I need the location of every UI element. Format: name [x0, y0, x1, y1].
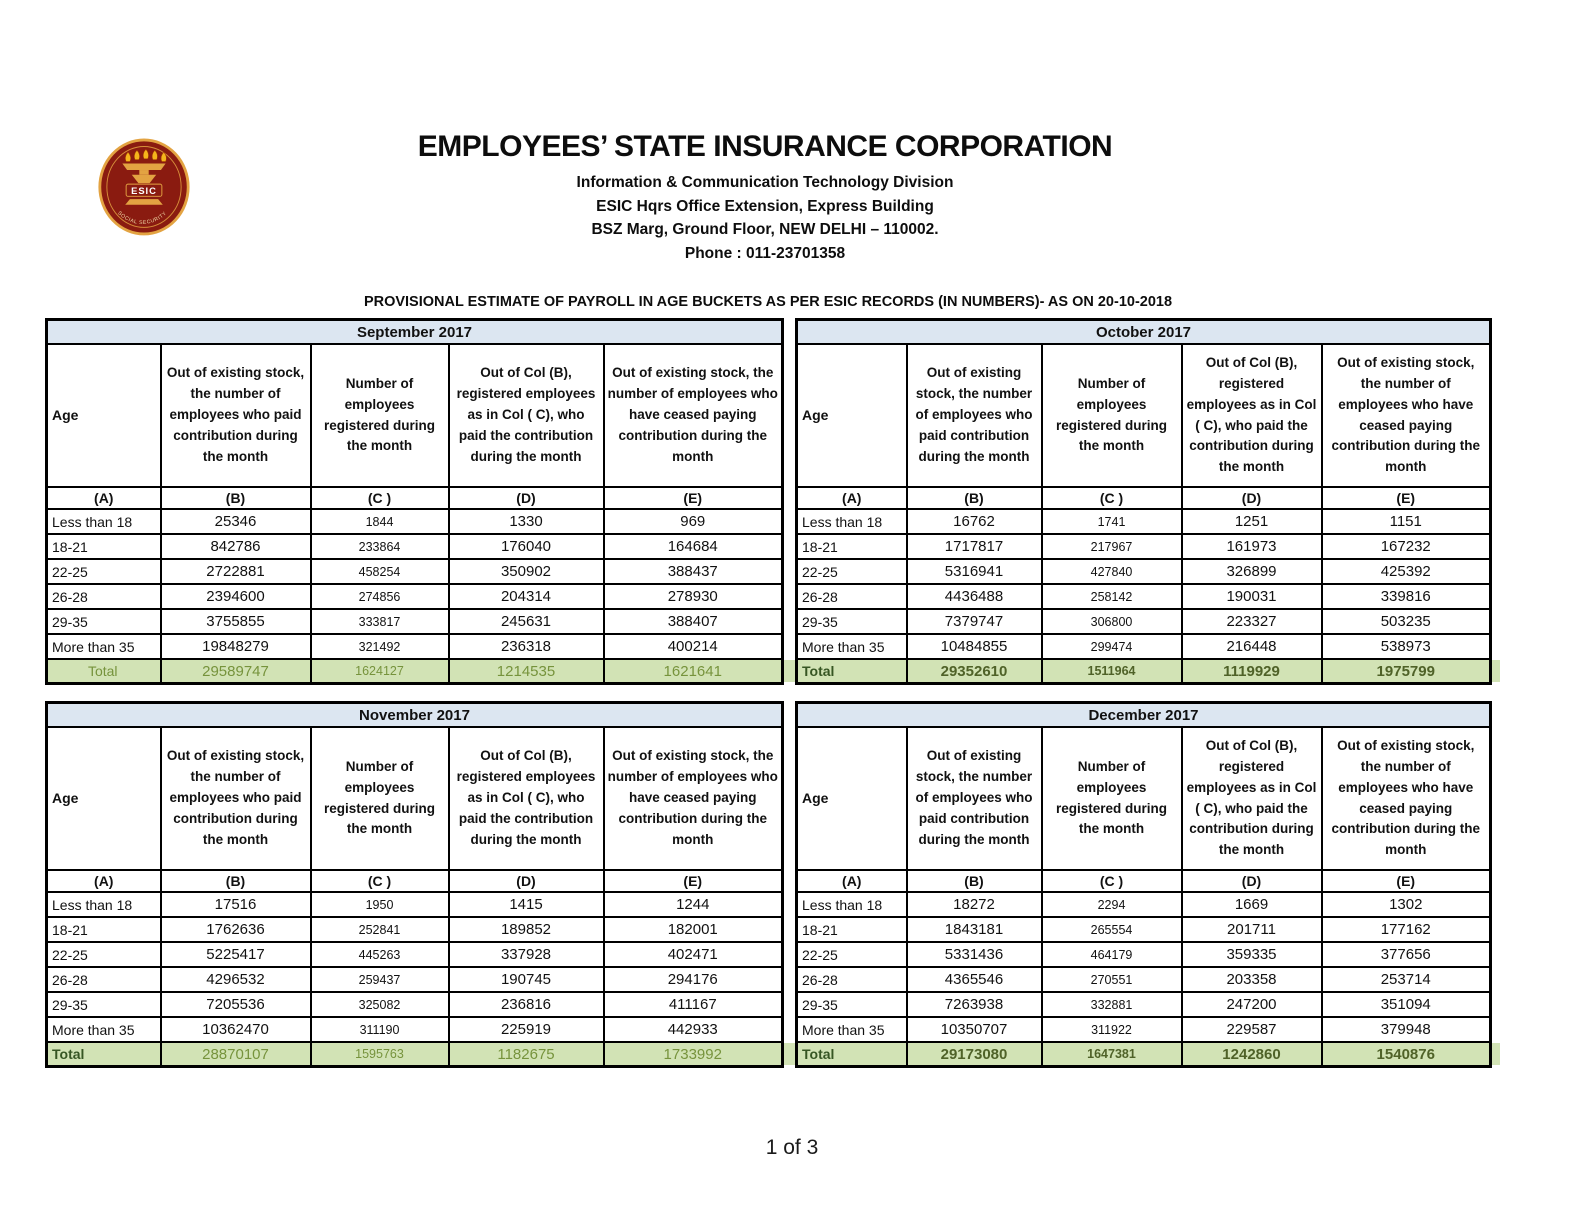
col-header-c: Number of employees registered during the month [311, 727, 449, 870]
report-title: PROVISIONAL ESTIMATE OF PAYROLL IN AGE BUCKETS AS PER ESIC RECORDS (IN NUMBERS)- AS ON 20-10-2018 [363, 294, 1173, 310]
value-cell: 18272 [907, 892, 1042, 917]
value-cell: 5331436 [907, 942, 1042, 967]
value-cell: 3755855 [161, 609, 311, 634]
value-cell: 458254 [311, 559, 449, 584]
value-cell: 217967 [1042, 534, 1182, 559]
value-cell: 252841 [311, 917, 449, 942]
value-cell: 350902 [449, 559, 604, 584]
logo-esic-text: ESIC [131, 184, 157, 196]
total-value-cell: 1733992 [604, 1042, 783, 1067]
total-value-cell: 1214535 [449, 659, 604, 684]
age-bucket-cell: 29-35 [47, 992, 161, 1017]
logo-ring-text: SOCIAL SECURITY [116, 210, 169, 226]
value-cell: 1244 [604, 892, 783, 917]
value-cell: 216448 [1182, 634, 1322, 659]
table-row [797, 892, 1491, 917]
col-header-e: Out of existing stock, the number of employees who have ceased paying contribution during the month [604, 727, 783, 870]
table-row [47, 967, 783, 992]
value-cell: 4296532 [161, 967, 311, 992]
table-row [47, 559, 783, 584]
total-label-cell: Total [797, 1042, 907, 1067]
value-cell: 377656 [1322, 942, 1491, 967]
value-cell: 1741 [1042, 509, 1182, 534]
value-cell: 339816 [1322, 584, 1491, 609]
value-cell: 427840 [1042, 559, 1182, 584]
total-value-cell: 29589747 [161, 659, 311, 684]
total-value-cell: 1119929 [1182, 659, 1322, 684]
age-bucket-cell: Less than 18 [797, 892, 907, 917]
age-bucket-cell: Less than 18 [47, 509, 161, 534]
age-bucket-cell: 26-28 [797, 584, 907, 609]
col-header-age: Age [47, 344, 161, 487]
value-cell: 1415 [449, 892, 604, 917]
value-cell: 164684 [604, 534, 783, 559]
total-row-bleed [1492, 1043, 1500, 1065]
value-cell: 1844 [311, 509, 449, 534]
value-cell: 2722881 [161, 559, 311, 584]
value-cell: 311190 [311, 1017, 449, 1042]
payroll-table [45, 701, 784, 1068]
total-value-cell: 1511964 [1042, 659, 1182, 684]
month-title: December 2017 [797, 703, 1491, 728]
table-body [797, 892, 1491, 1067]
age-bucket-cell: Less than 18 [47, 892, 161, 917]
col-letter: (C ) [311, 870, 449, 892]
total-value-cell: 1624127 [311, 659, 449, 684]
col-letter: (B) [161, 487, 311, 509]
table-row [797, 559, 1491, 584]
table-body [47, 509, 783, 684]
table-row [797, 584, 1491, 609]
value-cell: 1251 [1182, 509, 1322, 534]
value-cell: 10362470 [161, 1017, 311, 1042]
value-cell: 379948 [1322, 1017, 1491, 1042]
table-row [47, 609, 783, 634]
total-label-cell: Total [47, 1042, 161, 1067]
value-cell: 274856 [311, 584, 449, 609]
payroll-table [45, 318, 784, 685]
age-bucket-cell: 22-25 [47, 942, 161, 967]
age-bucket-cell: More than 35 [47, 634, 161, 659]
value-cell: 503235 [1322, 609, 1491, 634]
value-cell: 233864 [311, 534, 449, 559]
value-cell: 325082 [311, 992, 449, 1017]
tables-area [45, 318, 1491, 1068]
value-cell: 236318 [449, 634, 604, 659]
document-header [0, 0, 1530, 265]
value-cell: 190031 [1182, 584, 1322, 609]
value-cell: 538973 [1322, 634, 1491, 659]
value-cell: 1669 [1182, 892, 1322, 917]
value-cell: 7205536 [161, 992, 311, 1017]
col-header-d: Out of Col (B), registered employees as in Col ( C), who paid the contribution during the month [1182, 344, 1322, 487]
col-header-b: Out of existing stock, the number of employees who paid contribution during the month [161, 344, 311, 487]
value-cell: 176040 [449, 534, 604, 559]
col-header-age: Age [47, 727, 161, 870]
table-row [47, 917, 783, 942]
month-title: October 2017 [797, 320, 1491, 345]
month-title: September 2017 [47, 320, 783, 345]
table-row [47, 1017, 783, 1042]
age-bucket-cell: 29-35 [797, 609, 907, 634]
value-cell: 326899 [1182, 559, 1322, 584]
value-cell: 4365546 [907, 967, 1042, 992]
payroll-table [795, 318, 1492, 685]
value-cell: 203358 [1182, 967, 1322, 992]
col-letter: (A) [797, 487, 907, 509]
col-header-d: Out of Col (B), registered employees as in Col ( C), who paid the contribution during the month [1182, 727, 1322, 870]
value-cell: 10484855 [907, 634, 1042, 659]
table-row [47, 634, 783, 659]
value-cell: 182001 [604, 917, 783, 942]
value-cell: 258142 [1042, 584, 1182, 609]
col-letter: (C ) [1042, 870, 1182, 892]
address-line-1: ESIC Hqrs Office Extension, Express Building [596, 197, 934, 215]
age-bucket-cell: More than 35 [47, 1017, 161, 1042]
col-letter: (E) [1322, 487, 1491, 509]
value-cell: 1717817 [907, 534, 1042, 559]
value-cell: 333817 [311, 609, 449, 634]
value-cell: 1151 [1322, 509, 1491, 534]
value-cell: 1843181 [907, 917, 1042, 942]
col-header-e: Out of existing stock, the number of employees who have ceased paying contribution during the month [1322, 344, 1491, 487]
total-value-cell: 29173080 [907, 1042, 1042, 1067]
value-cell: 204314 [449, 584, 604, 609]
value-cell: 25346 [161, 509, 311, 534]
value-cell: 19848279 [161, 634, 311, 659]
value-cell: 442933 [604, 1017, 783, 1042]
table-row [47, 992, 783, 1017]
value-cell: 388437 [604, 559, 783, 584]
table-november [45, 701, 784, 1068]
table-row [797, 609, 1491, 634]
age-bucket-cell: 18-21 [797, 534, 907, 559]
table-row [47, 942, 783, 967]
value-cell: 1950 [311, 892, 449, 917]
col-letter: (D) [449, 487, 604, 509]
table-row [47, 892, 783, 917]
value-cell: 265554 [1042, 917, 1182, 942]
division-line: Information & Communication Technology Division [576, 174, 954, 191]
total-row [797, 1042, 1491, 1067]
age-bucket-cell: 18-21 [47, 917, 161, 942]
col-letter: (B) [907, 487, 1042, 509]
value-cell: 278930 [604, 584, 783, 609]
value-cell: 167232 [1322, 534, 1491, 559]
total-value-cell: 1647381 [1042, 1042, 1182, 1067]
table-row [797, 917, 1491, 942]
col-header-d: Out of Col (B), registered employees as in Col ( C), who paid the contribution during the month [449, 344, 604, 487]
value-cell: 17516 [161, 892, 311, 917]
value-cell: 5225417 [161, 942, 311, 967]
col-header-b: Out of existing stock, the number of employees who paid contribution during the month [907, 344, 1042, 487]
total-row-bleed [784, 660, 795, 682]
col-header-c: Number of employees registered during the month [1042, 727, 1182, 870]
value-cell: 969 [604, 509, 783, 534]
col-letter: (E) [1322, 870, 1491, 892]
table-october [795, 318, 1492, 685]
value-cell: 253714 [1322, 967, 1491, 992]
col-letter: (C ) [311, 487, 449, 509]
value-cell: 411167 [604, 992, 783, 1017]
table-december [795, 701, 1492, 1068]
col-letter: (A) [47, 487, 161, 509]
table-row [797, 992, 1491, 1017]
value-cell: 359335 [1182, 942, 1322, 967]
value-cell: 299474 [1042, 634, 1182, 659]
total-row [797, 659, 1491, 684]
value-cell: 201711 [1182, 917, 1322, 942]
value-cell: 5316941 [907, 559, 1042, 584]
value-cell: 236816 [449, 992, 604, 1017]
age-bucket-cell: 22-25 [797, 559, 907, 584]
value-cell: 294176 [604, 967, 783, 992]
total-value-cell: 29352610 [907, 659, 1042, 684]
value-cell: 161973 [1182, 534, 1322, 559]
month-title: November 2017 [47, 703, 783, 728]
table-row [47, 509, 783, 534]
age-bucket-cell: 18-21 [797, 917, 907, 942]
value-cell: 445263 [311, 942, 449, 967]
col-letter: (B) [907, 870, 1042, 892]
table-september [45, 318, 784, 685]
table-body [47, 892, 783, 1067]
total-row [47, 659, 783, 684]
table-row [797, 967, 1491, 992]
table-row [47, 584, 783, 609]
value-cell: 245631 [449, 609, 604, 634]
col-header-d: Out of Col (B), registered employees as in Col ( C), who paid the contribution during the month [449, 727, 604, 870]
value-cell: 400214 [604, 634, 783, 659]
total-row-bleed [784, 1043, 795, 1065]
age-bucket-cell: 22-25 [797, 942, 907, 967]
tables-row-1 [45, 318, 1491, 685]
col-letter: (D) [1182, 487, 1322, 509]
value-cell: 4436488 [907, 584, 1042, 609]
org-title: EMPLOYEES’ STATE INSURANCE CORPORATION [417, 130, 1113, 163]
age-bucket-cell: 29-35 [47, 609, 161, 634]
value-cell: 464179 [1042, 942, 1182, 967]
value-cell: 1302 [1322, 892, 1491, 917]
col-header-c: Number of employees registered during the month [1042, 344, 1182, 487]
table-body [797, 509, 1491, 684]
age-bucket-cell: More than 35 [797, 1017, 907, 1042]
table-row [47, 534, 783, 559]
total-value-cell: 1182675 [449, 1042, 604, 1067]
total-row [47, 1042, 783, 1067]
value-cell: 16762 [907, 509, 1042, 534]
table-row [797, 634, 1491, 659]
payroll-table [795, 701, 1492, 1068]
value-cell: 2294 [1042, 892, 1182, 917]
page-number: 1 of 3 [765, 1136, 819, 1159]
value-cell: 7379747 [907, 609, 1042, 634]
col-header-b: Out of existing stock, the number of employees who paid contribution during the month [161, 727, 311, 870]
value-cell: 1762636 [161, 917, 311, 942]
table-row [797, 509, 1491, 534]
col-header-age: Age [797, 727, 907, 870]
col-letter: (D) [449, 870, 604, 892]
value-cell: 223327 [1182, 609, 1322, 634]
total-value-cell: 1621641 [604, 659, 783, 684]
value-cell: 388407 [604, 609, 783, 634]
address-line-2: BSZ Marg, Ground Floor, NEW DELHI – 110002. [591, 221, 939, 238]
value-cell: 189852 [449, 917, 604, 942]
table-row [797, 942, 1491, 967]
value-cell: 321492 [311, 634, 449, 659]
age-bucket-cell: Less than 18 [797, 509, 907, 534]
col-letter: (A) [797, 870, 907, 892]
age-bucket-cell: 26-28 [797, 967, 907, 992]
value-cell: 259437 [311, 967, 449, 992]
phone-line: Phone : 011-23701358 [684, 244, 846, 262]
table-row [797, 1017, 1491, 1042]
col-letter: (A) [47, 870, 161, 892]
value-cell: 311922 [1042, 1017, 1182, 1042]
age-bucket-cell: 29-35 [797, 992, 907, 1017]
col-header-e: Out of existing stock, the number of employees who have ceased paying contribution during the month [604, 344, 783, 487]
value-cell: 2394600 [161, 584, 311, 609]
value-cell: 177162 [1322, 917, 1491, 942]
col-letter: (E) [604, 487, 783, 509]
value-cell: 351094 [1322, 992, 1491, 1017]
value-cell: 225919 [449, 1017, 604, 1042]
value-cell: 190745 [449, 967, 604, 992]
value-cell: 229587 [1182, 1017, 1322, 1042]
value-cell: 10350707 [907, 1017, 1042, 1042]
col-letter: (D) [1182, 870, 1322, 892]
total-value-cell: 1595763 [311, 1042, 449, 1067]
value-cell: 306800 [1042, 609, 1182, 634]
total-value-cell: 1242860 [1182, 1042, 1322, 1067]
col-letter: (C ) [1042, 487, 1182, 509]
value-cell: 247200 [1182, 992, 1322, 1017]
col-header-b: Out of existing stock, the number of employees who paid contribution during the month [907, 727, 1042, 870]
total-value-cell: 28870107 [161, 1042, 311, 1067]
age-bucket-cell: 18-21 [47, 534, 161, 559]
total-label-cell: Total [47, 659, 161, 684]
total-label-cell: Total [797, 659, 907, 684]
col-header-age: Age [797, 344, 907, 487]
value-cell: 332881 [1042, 992, 1182, 1017]
table-row [797, 534, 1491, 559]
age-bucket-cell: 26-28 [47, 967, 161, 992]
total-row-bleed [1492, 660, 1500, 682]
value-cell: 1330 [449, 509, 604, 534]
col-letter: (B) [161, 870, 311, 892]
col-header-e: Out of existing stock, the number of employees who have ceased paying contribution during the month [1322, 727, 1491, 870]
age-bucket-cell: 22-25 [47, 559, 161, 584]
value-cell: 842786 [161, 534, 311, 559]
value-cell: 425392 [1322, 559, 1491, 584]
age-bucket-cell: More than 35 [797, 634, 907, 659]
value-cell: 337928 [449, 942, 604, 967]
col-header-c: Number of employees registered during the month [311, 344, 449, 487]
col-letter: (E) [604, 870, 783, 892]
total-value-cell: 1540876 [1322, 1042, 1491, 1067]
value-cell: 402471 [604, 942, 783, 967]
age-bucket-cell: 26-28 [47, 584, 161, 609]
value-cell: 270551 [1042, 967, 1182, 992]
total-value-cell: 1975799 [1322, 659, 1491, 684]
value-cell: 7263938 [907, 992, 1042, 1017]
tables-row-2 [45, 701, 1491, 1068]
